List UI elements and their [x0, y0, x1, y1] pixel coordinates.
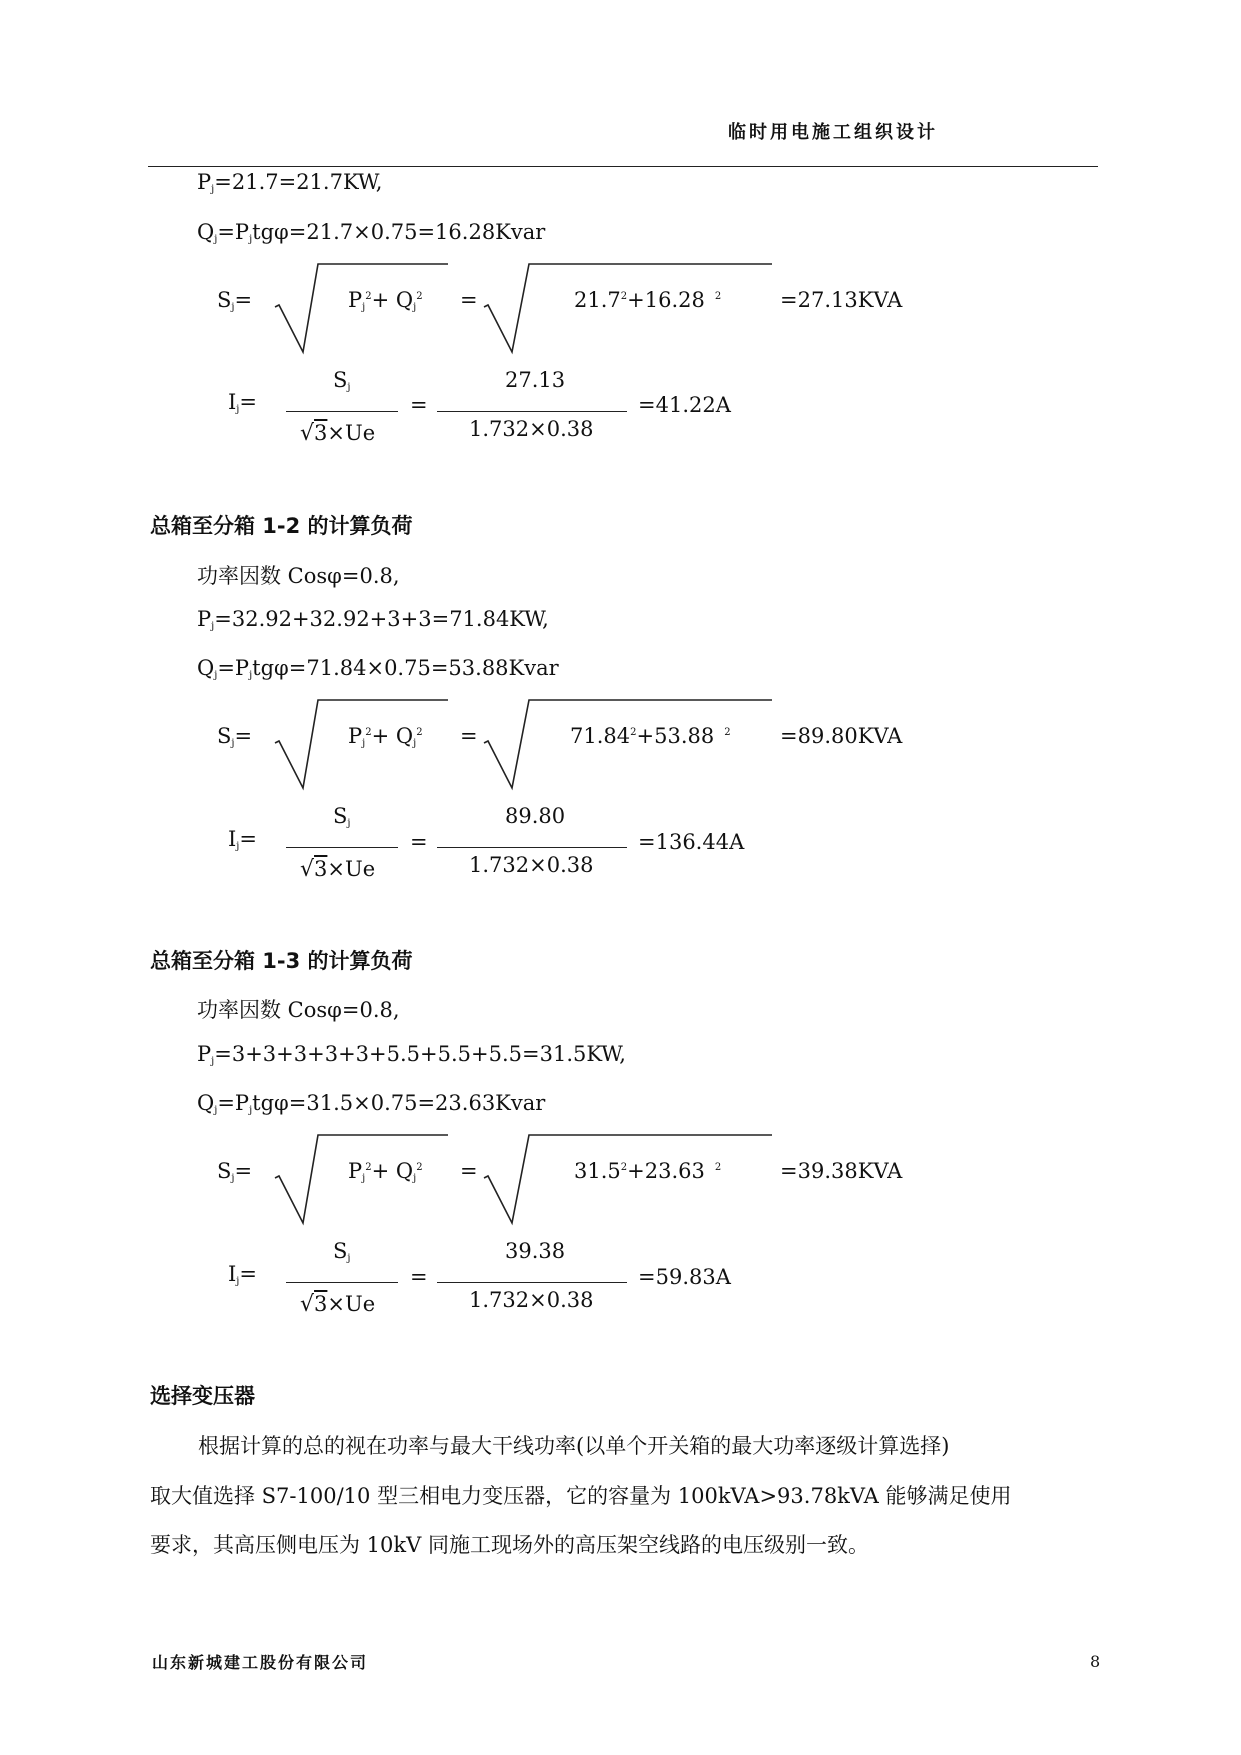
- sj-result: =27.13KVA: [780, 288, 903, 312]
- paragraph-line: 根据计算的总的视在功率与最大干线功率(以单个开关箱的最大功率逐级计算选择): [198, 1434, 950, 1458]
- sj-formula: $P_j^2+ Q_j^2$: [348, 288, 423, 313]
- paragraph-line: 取大值选择 S7-100/10 型三相电力变压器，它的容量为 100kVA>93.78kVA 能够满足使用: [150, 1484, 1012, 1508]
- ij-denominator: 1.732×0.38: [469, 853, 594, 877]
- ij-result: =41.22A: [638, 393, 731, 417]
- fraction-bar: [437, 847, 627, 848]
- ij-numerator-left: $S_j$: [333, 1239, 351, 1264]
- fraction-bar: [286, 1282, 398, 1283]
- ij-numerator-left: $S_j$: [333, 804, 351, 829]
- ij-eq: =: [410, 830, 428, 854]
- ij-result: =136.44A: [638, 830, 745, 854]
- fraction-bar: [437, 411, 627, 412]
- sj-values: $71.84^2+53.88$ $^2$: [570, 724, 731, 748]
- ij-numerator: 39.38: [505, 1239, 566, 1263]
- header-rule: [148, 166, 1098, 167]
- sj-values: $31.5^2+23.63$ $^2$: [574, 1159, 722, 1183]
- fraction-bar: [286, 847, 398, 848]
- fraction-bar: [437, 1282, 627, 1283]
- ij-numerator: 27.13: [505, 368, 566, 392]
- ij-numerator-left: $S_j$: [333, 368, 351, 393]
- ij-denominator: 1.732×0.38: [469, 417, 594, 441]
- ij-eq: =: [410, 1265, 428, 1289]
- pj-line: $P_j=21.7=21.7KW$,: [197, 170, 383, 195]
- power-factor-line: 功率因数 Cosφ=0.8,: [197, 998, 400, 1022]
- page-header-title: 临时用电施工组织设计: [728, 122, 938, 143]
- pj-line: $P_j=32.92+32.92+3+3=71.84KW$,: [197, 607, 549, 632]
- sj-label: $S_j=$: [217, 724, 253, 749]
- ij-label: $I_j=$: [228, 390, 258, 415]
- sj-values: $21.7^2+16.28$ $^2$: [574, 288, 722, 312]
- pj-line: $P_j=3+3+3+3+3+5.5+5.5+5.5=31.5KW$,: [197, 1042, 626, 1067]
- sj-formula: $P_j^2+ Q_j^2$: [348, 1159, 423, 1184]
- ij-result: =59.83A: [638, 1265, 731, 1289]
- ij-denominator-left: √3×Ue: [300, 1292, 376, 1317]
- sj-eq: =: [460, 288, 478, 312]
- section-heading: 选择变压器: [150, 1384, 255, 1408]
- sj-label: $S_j=$: [217, 288, 253, 313]
- section-heading: 总箱至分箱 1-3 的计算负荷: [150, 949, 413, 973]
- qj-line: $Q_j=P_jtg\varphi=31.5\times 0.75=23.63Kvar$: [197, 1091, 546, 1116]
- ij-numerator: 89.80: [505, 804, 566, 828]
- ij-eq: =: [410, 393, 428, 417]
- section-heading: 总箱至分箱 1-2 的计算负荷: [150, 514, 413, 538]
- sj-result: =89.80KVA: [780, 724, 903, 748]
- footer-company: 山东新城建工股份有限公司: [152, 1653, 369, 1672]
- sj-label: $S_j=$: [217, 1159, 253, 1184]
- sj-result: =39.38KVA: [780, 1159, 903, 1183]
- ij-label: $I_j=$: [228, 827, 258, 852]
- ij-denominator: 1.732×0.38: [469, 1288, 594, 1312]
- sj-eq: =: [460, 724, 478, 748]
- ij-denominator-left: √3×Ue: [300, 857, 376, 882]
- sj-eq: =: [460, 1159, 478, 1183]
- sj-formula: $P_j^2+ Q_j^2$: [348, 724, 423, 749]
- power-factor-line: 功率因数 Cosφ=0.8,: [197, 564, 400, 588]
- ij-label: $I_j=$: [228, 1262, 258, 1287]
- paragraph-line: 要求，其高压侧电压为 10kV 同施工现场外的高压架空线路的电压级别一致。: [150, 1533, 869, 1557]
- qj-line: $Q_j=P_jtg\varphi=21.7\times 0.75=16.28Kvar$: [197, 220, 546, 245]
- page-number: 8: [1090, 1652, 1101, 1671]
- qj-line: $Q_j=P_jtg\varphi=71.84\times 0.75=53.88Kvar$: [197, 656, 559, 681]
- fraction-bar: [286, 411, 398, 412]
- ij-denominator-left: √3×Ue: [300, 421, 376, 446]
